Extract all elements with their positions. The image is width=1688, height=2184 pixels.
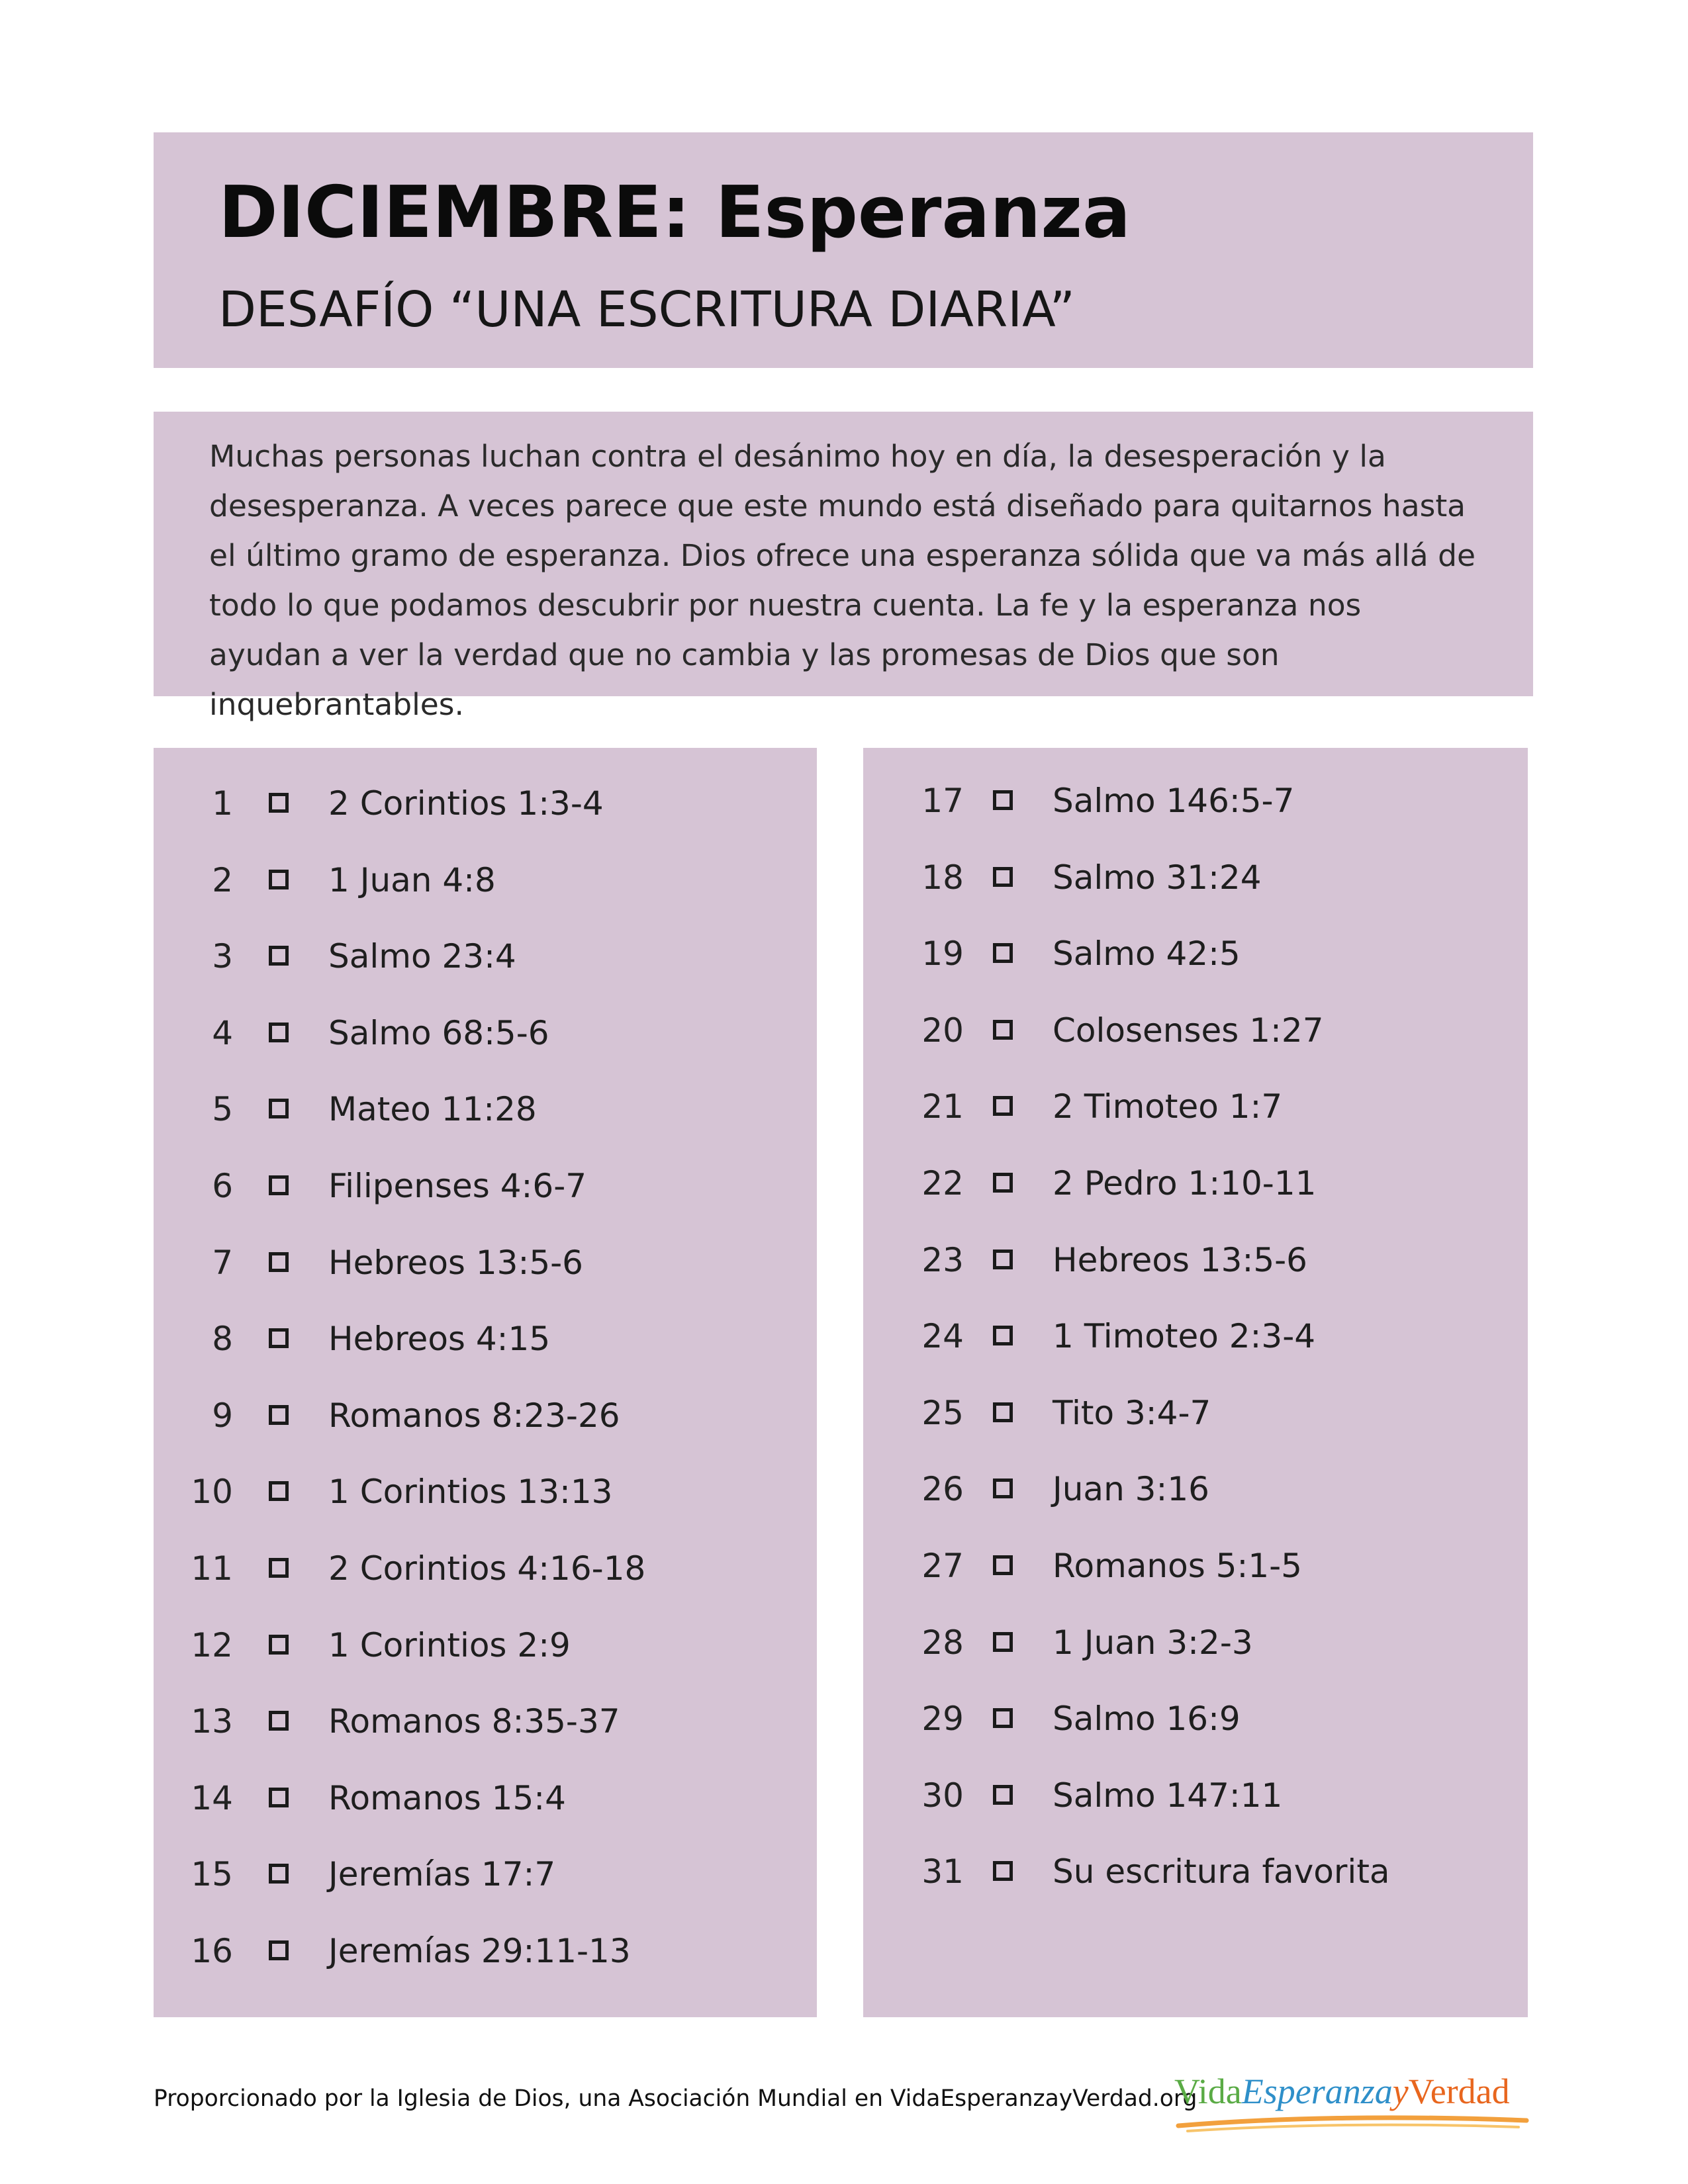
scripture-reference: 1 Timoteo 2:3-4 [1053, 1317, 1316, 1356]
day-number: 19 [921, 934, 964, 974]
day-checkbox[interactable] [993, 790, 1013, 810]
scripture-reference: Salmo 31:24 [1053, 858, 1262, 897]
day-number: 15 [191, 1855, 233, 1894]
scripture-reference: Hebreos 13:5-6 [328, 1243, 583, 1282]
logo-word-verdad: Verdad [1408, 2071, 1510, 2111]
scripture-reference: Salmo 16:9 [1053, 1700, 1241, 1739]
reading-row [154, 1695, 817, 1748]
reading-row [154, 1160, 817, 1212]
day-number: 12 [191, 1625, 233, 1664]
day-checkbox[interactable] [993, 1479, 1013, 1498]
scripture-reference: Salmo 147:11 [1053, 1776, 1283, 1815]
scripture-reference: Jeremías 17:7 [328, 1855, 556, 1894]
day-number: 22 [921, 1164, 964, 1203]
scripture-reference: Salmo 68:5-6 [328, 1013, 549, 1052]
day-checkbox[interactable] [993, 1402, 1013, 1422]
day-number: 11 [191, 1549, 233, 1588]
day-number: 25 [921, 1393, 964, 1432]
scripture-reference: Jeremías 29:11-13 [328, 1932, 631, 1970]
scripture-reference: Colosenses 1:27 [1053, 1011, 1324, 1050]
day-number: 23 [921, 1240, 964, 1279]
scripture-reference: Salmo 23:4 [328, 937, 516, 976]
day-checkbox[interactable] [993, 1708, 1013, 1728]
reading-row [154, 1848, 817, 1901]
page-subtitle: DESAFÍO “UNA ESCRITURA DIARIA” [218, 281, 1075, 338]
scripture-reference: Romanos 15:4 [328, 1778, 566, 1817]
day-number: 26 [921, 1470, 964, 1509]
reading-row [154, 854, 817, 907]
scripture-reference: Romanos 8:23-26 [328, 1396, 620, 1435]
reading-row [863, 1769, 1528, 1822]
scripture-reference: Hebreos 4:15 [328, 1320, 551, 1359]
day-checkbox[interactable] [993, 1326, 1013, 1345]
day-checkbox[interactable] [269, 1864, 289, 1884]
reading-row [154, 1465, 817, 1518]
day-checkbox[interactable] [269, 1328, 289, 1348]
reading-row [863, 851, 1528, 904]
day-checkbox[interactable] [993, 1861, 1013, 1881]
day-number: 28 [921, 1623, 964, 1662]
day-checkbox[interactable] [993, 1173, 1013, 1193]
day-checkbox[interactable] [269, 1481, 289, 1501]
day-checkbox[interactable] [269, 870, 289, 889]
reading-row [863, 1310, 1528, 1363]
day-number: 10 [191, 1473, 233, 1512]
readings-column-left [154, 748, 817, 2017]
reading-row [154, 1236, 817, 1289]
day-number: 18 [921, 858, 964, 897]
day-checkbox[interactable] [269, 946, 289, 966]
reading-row [154, 1619, 817, 1672]
svg-text:VidaEsperanzayVerdad [1174, 2071, 1510, 2111]
day-number: 6 [212, 1167, 233, 1205]
scripture-reference: 2 Timoteo 1:7 [1053, 1087, 1283, 1126]
day-checkbox[interactable] [269, 1099, 289, 1118]
scripture-reference: 1 Juan 4:8 [328, 860, 496, 899]
scripture-reference: 1 Corintios 13:13 [328, 1473, 613, 1512]
reading-row [863, 774, 1528, 827]
scripture-reference: 1 Juan 3:2-3 [1053, 1623, 1253, 1662]
day-checkbox[interactable] [993, 1096, 1013, 1116]
day-checkbox[interactable] [269, 1940, 289, 1960]
scripture-reference: 2 Pedro 1:10-11 [1053, 1164, 1317, 1203]
day-number: 2 [212, 860, 233, 899]
logo-word-vida: Vida [1174, 2071, 1242, 2111]
day-number: 4 [212, 1013, 233, 1052]
reading-row [863, 1616, 1528, 1669]
reading-row [863, 1463, 1528, 1516]
reading-row [154, 1772, 817, 1825]
readings-column-right [863, 748, 1528, 2017]
day-number: 29 [921, 1700, 964, 1739]
day-number: 31 [921, 1852, 964, 1891]
day-number: 13 [191, 1702, 233, 1741]
day-number: 9 [212, 1396, 233, 1435]
reading-row [863, 1845, 1528, 1898]
reading-row [863, 1234, 1528, 1287]
day-number: 16 [191, 1932, 233, 1970]
footer-credit: Proporcionado por la Iglesia de Dios, una Asociación Mundial en VidaEsperanzayVerdad.org [154, 2085, 1197, 2112]
day-number: 27 [921, 1547, 964, 1585]
reading-row [154, 1007, 817, 1060]
intro-paragraph: Muchas personas luchan contra el desánimo hoy en día, la desesperación y la desesperanza. A veces parece que este mundo está diseñado para quitarnos hasta el último gramo de esperanza. Dios ofrece una esperanza sólida que va más allá de todo lo que podamos descubrir por nuestra cuenta. La fe y la esperanza nos ayudan a ver la verdad que no cambia y las promesas de Dios que son inquebrantables. [209, 439, 1476, 722]
reading-row [154, 930, 817, 983]
day-checkbox[interactable] [993, 943, 1013, 963]
day-number: 7 [212, 1243, 233, 1282]
day-number: 3 [212, 937, 233, 976]
reading-row [863, 1539, 1528, 1592]
scripture-reference: Salmo 146:5-7 [1053, 782, 1295, 820]
day-number: 8 [212, 1320, 233, 1359]
reading-row [154, 1389, 817, 1442]
day-checkbox[interactable] [269, 1405, 289, 1425]
day-number: 1 [212, 784, 233, 823]
reading-row [154, 1083, 817, 1136]
day-checkbox[interactable] [269, 793, 289, 813]
header-banner [154, 132, 1533, 368]
scripture-reference: 2 Corintios 1:3-4 [328, 784, 604, 823]
logo-word-esperanza: Esperanza [1241, 2071, 1393, 2111]
day-number: 17 [921, 782, 964, 820]
scripture-reference: Tito 3:4-7 [1053, 1393, 1211, 1432]
day-checkbox[interactable] [269, 1558, 289, 1578]
scripture-reference: Romanos 8:35-37 [328, 1702, 620, 1741]
day-number: 5 [212, 1090, 233, 1129]
reading-row [154, 1925, 817, 1978]
day-checkbox[interactable] [269, 1175, 289, 1195]
day-number: 14 [191, 1778, 233, 1817]
logo-word-y: y [1392, 2071, 1409, 2111]
reading-row [863, 927, 1528, 980]
day-checkbox[interactable] [993, 1020, 1013, 1040]
reading-row [154, 1542, 817, 1595]
reading-row [154, 777, 817, 830]
reading-row [863, 1692, 1528, 1745]
day-checkbox[interactable] [993, 1555, 1013, 1575]
day-checkbox[interactable] [993, 1632, 1013, 1652]
reading-row [863, 1004, 1528, 1057]
scripture-reference: Juan 3:16 [1053, 1470, 1209, 1509]
scripture-reference: Filipenses 4:6-7 [328, 1167, 587, 1205]
day-checkbox[interactable] [269, 1635, 289, 1655]
day-number: 30 [921, 1776, 964, 1815]
scripture-reference: Hebreos 13:5-6 [1053, 1240, 1307, 1279]
intro-panel [154, 412, 1533, 722]
day-checkbox[interactable] [993, 867, 1013, 887]
scripture-reference: Romanos 5:1-5 [1053, 1547, 1302, 1585]
reading-row [863, 1080, 1528, 1133]
day-checkbox[interactable] [993, 1250, 1013, 1269]
day-checkbox[interactable] [993, 1785, 1013, 1805]
scripture-reference: Su escritura favorita [1053, 1852, 1390, 1891]
day-checkbox[interactable] [269, 1252, 289, 1272]
scripture-reference: 2 Corintios 4:16-18 [328, 1549, 646, 1588]
reading-row [863, 1387, 1528, 1439]
day-number: 21 [921, 1087, 964, 1126]
reading-row [154, 1312, 817, 1365]
day-checkbox[interactable] [269, 1711, 289, 1731]
scripture-reference: Salmo 42:5 [1053, 934, 1241, 974]
day-number: 20 [921, 1011, 964, 1050]
reading-row [863, 1157, 1528, 1210]
scripture-reference: Mateo 11:28 [328, 1090, 537, 1129]
brand-logo [1174, 2062, 1532, 2135]
day-checkbox[interactable] [269, 1788, 289, 1807]
scripture-reference: 1 Corintios 2:9 [328, 1625, 571, 1664]
day-number: 24 [921, 1317, 964, 1356]
day-checkbox[interactable] [269, 1023, 289, 1042]
page-title: DICIEMBRE: Esperanza [218, 171, 1131, 254]
